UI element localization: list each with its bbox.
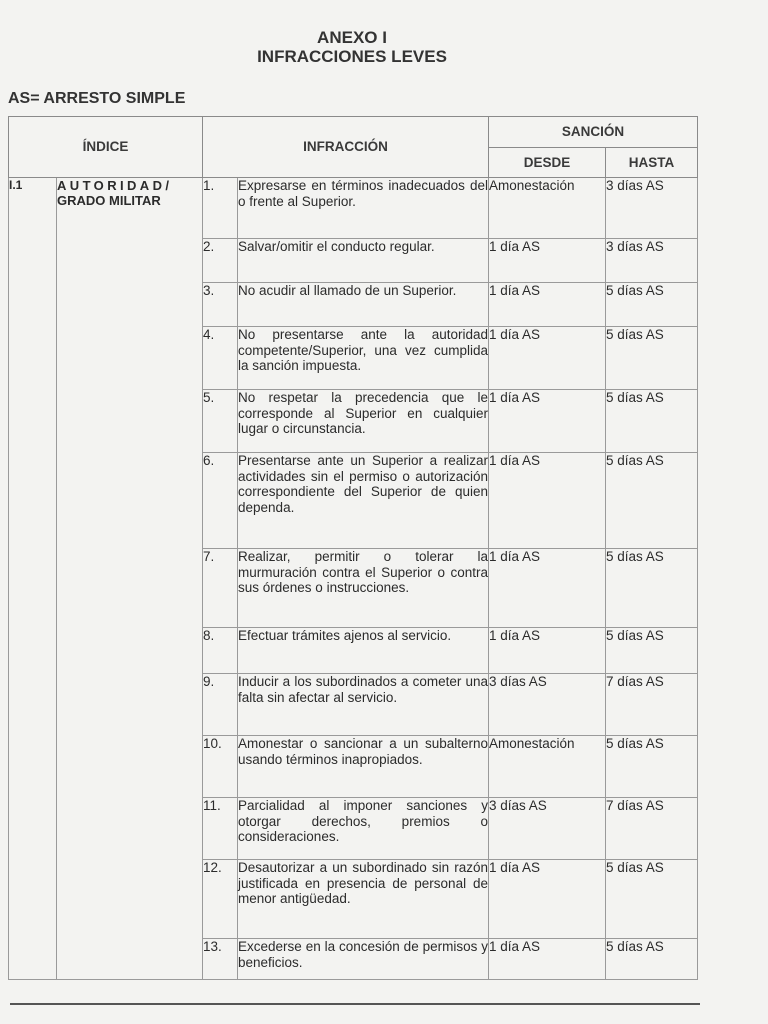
sanction-from: 1 día AS	[489, 549, 606, 628]
sanction-from: 1 día AS	[489, 239, 606, 283]
sanction-to: 5 días AS	[606, 939, 698, 980]
infraction-description: No acudir al llamado de un Superior.	[238, 283, 489, 327]
infractions-body	[9, 178, 698, 980]
table-row	[9, 178, 698, 239]
category-label	[57, 178, 203, 980]
infraction-description: Desautorizar a un subordinado sin razón justificada en presencia de personal de menor antigüedad.	[238, 860, 489, 939]
abbreviation-legend: AS= ARRESTO SIMPLE	[8, 90, 186, 107]
infraction-number: 10.	[203, 736, 238, 798]
sanction-from: 1 día AS	[489, 390, 606, 453]
sanction-to: 5 días AS	[606, 860, 698, 939]
infraction-description: Salvar/omitir el conducto regular.	[238, 239, 489, 283]
infraction-description: Expresarse en términos inadecuados del o frente al Superior.	[238, 178, 489, 239]
category-line-1: AUTORIDAD/	[57, 178, 173, 193]
annex-title: ANEXO I	[317, 28, 387, 47]
infraction-number: 11.	[203, 798, 238, 860]
sanction-from: 1 día AS	[489, 453, 606, 549]
sanction-from-header: DESDE	[489, 148, 606, 178]
infraction-description: Excederse en la concesión de permisos y beneficios.	[238, 939, 489, 980]
sanction-to-header: HASTA	[606, 148, 698, 178]
infraction-number: 7.	[203, 549, 238, 628]
infraction-number: 9.	[203, 674, 238, 736]
sanction-to: 5 días AS	[606, 390, 698, 453]
annex-subtitle: INFRACCIONES LEVES	[257, 47, 447, 66]
infraction-number: 3.	[203, 283, 238, 327]
sanction-from: 1 día AS	[489, 628, 606, 674]
sanction-to: 5 días AS	[606, 453, 698, 549]
infraction-description: Inducir a los subordinados a cometer una falta sin afectar al servicio.	[238, 674, 489, 736]
infraction-number: 4.	[203, 327, 238, 390]
infraction-number: 1.	[203, 178, 238, 239]
infraction-number: 8.	[203, 628, 238, 674]
infractions-table	[8, 116, 698, 980]
sanction-to: 5 días AS	[606, 549, 698, 628]
sanction-to: 5 días AS	[606, 736, 698, 798]
infraction-description: Realizar, permitir o tolerar la murmuración contra el Superior o contra sus órdenes o instrucciones.	[238, 549, 489, 628]
page-title	[0, 28, 704, 66]
sanction-to: 3 días AS	[606, 178, 698, 239]
sanction-from: 1 día AS	[489, 939, 606, 980]
bottom-divider	[10, 1003, 700, 1005]
sanction-header: SANCIÓN	[489, 117, 698, 148]
infraction-number: 12.	[203, 860, 238, 939]
infraction-number: 5.	[203, 390, 238, 453]
category-line-2: GRADO MILITAR	[57, 193, 161, 208]
infraction-description: Presentarse ante un Superior a realizar actividades sin el permiso o autorización correspondiente del Superior de quien dependa.	[238, 453, 489, 549]
sanction-to: 7 días AS	[606, 798, 698, 860]
infraction-description: Parcialidad al imponer sanciones y otorgar derechos, premios o consideraciones.	[238, 798, 489, 860]
index-header: ÍNDICE	[9, 117, 203, 178]
index-code: I.1	[9, 178, 57, 980]
infraction-description: No presentarse ante la autoridad competente/Superior, una vez cumplida la sanción impuesta.	[238, 327, 489, 390]
infraction-description: Amonestar o sancionar a un subalterno usando términos inapropiados.	[238, 736, 489, 798]
sanction-from: 3 días AS	[489, 798, 606, 860]
sanction-from: 3 días AS	[489, 674, 606, 736]
infraction-description: Efectuar trámites ajenos al servicio.	[238, 628, 489, 674]
sanction-to: 5 días AS	[606, 283, 698, 327]
sanction-from: 1 día AS	[489, 860, 606, 939]
sanction-from: 1 día AS	[489, 283, 606, 327]
infraction-number: 6.	[203, 453, 238, 549]
infraction-description: No respetar la precedencia que le corresponde al Superior en cualquier lugar o circunstancia.	[238, 390, 489, 453]
sanction-to: 5 días AS	[606, 628, 698, 674]
sanction-from: Amonestación	[489, 178, 606, 239]
sanction-from: 1 día AS	[489, 327, 606, 390]
sanction-to: 7 días AS	[606, 674, 698, 736]
sanction-to: 5 días AS	[606, 327, 698, 390]
infraction-number: 13.	[203, 939, 238, 980]
infraction-number: 2.	[203, 239, 238, 283]
sanction-from: Amonestación	[489, 736, 606, 798]
sanction-to: 3 días AS	[606, 239, 698, 283]
infraction-header: INFRACCIÓN	[203, 117, 489, 178]
